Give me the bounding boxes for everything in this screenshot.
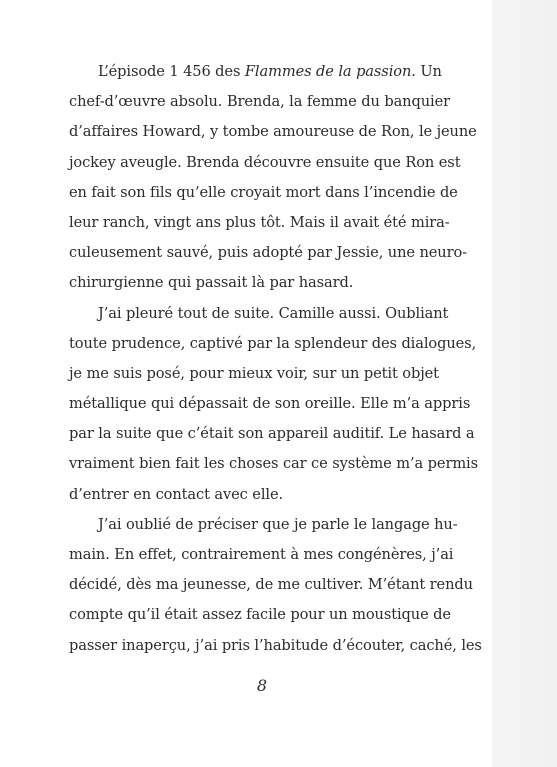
text-line — [69, 208, 450, 238]
text-line — [69, 510, 458, 540]
text-run: vraiment bien fait les choses car ce système m’a permis — [69, 455, 479, 473]
text-run: passer inaperçu, j’ai pris l’habitude d’écouter, caché, les — [69, 636, 482, 654]
text-run: J’ai pleuré tout de suite. Camille aussi. Oubliant — [98, 304, 449, 322]
text-line — [69, 57, 442, 87]
text-run: je me suis posé, pour mieux voir, sur un petit objet — [69, 364, 439, 382]
text-line — [69, 117, 477, 147]
text-run: main. En effet, contrairement à mes congénères, j’ai — [69, 546, 454, 563]
paragraph — [69, 510, 482, 661]
text-run: compte qu’il était assez facile pour un moustique de — [69, 606, 451, 624]
text-run: L’épisode 1 456 des — [98, 63, 245, 80]
text-line — [69, 87, 450, 117]
text-run: . Un — [411, 63, 442, 80]
text-run: par la suite que c’était son appareil auditif. Le hasard a — [69, 425, 475, 443]
text-run: d’affaires Howard, y tombe amoureuse de Ron, le jeune — [69, 123, 477, 141]
text-line — [69, 540, 454, 570]
text-line — [69, 419, 475, 449]
paragraph — [69, 57, 477, 299]
text-run: en fait son fils qu’elle croyait mort dans l’incendie de — [69, 183, 458, 201]
text-run: décidé, dès ma jeunesse, de me cultiver. M’étant rendu — [69, 576, 473, 594]
text-line — [69, 600, 451, 630]
body-text — [69, 57, 482, 661]
text-line — [69, 389, 471, 419]
text-line — [69, 570, 473, 600]
italic-title: Flammes de la passion — [244, 63, 412, 80]
text-line — [69, 268, 432, 298]
text-line — [69, 359, 439, 389]
page-number: 8 — [256, 676, 268, 695]
text-run: culeusement sauvé, puis adopté par Jessie, une neuro- — [69, 244, 467, 262]
text-run: jockey aveugle. Brenda découvre ensuite que Ron est — [69, 153, 461, 171]
text-line — [69, 238, 467, 268]
text-run: chef-d’œuvre absolu. Brenda, la femme du banquier — [69, 93, 450, 111]
text-run: d’entrer en contact avec elle. — [69, 485, 284, 503]
text-line — [69, 449, 479, 479]
text-line — [69, 148, 461, 178]
text-run: chirurgienne qui passait là par hasard. — [69, 274, 354, 292]
text-line — [69, 631, 482, 661]
page-margin-shadow — [492, 0, 557, 767]
text-run: J’ai oublié de préciser que je parle le langage hu- — [98, 515, 458, 533]
text-line — [69, 299, 449, 329]
text-line — [69, 329, 477, 359]
paragraph — [69, 299, 479, 510]
text-run: métallique qui dépassait de son oreille. Elle m’a appris — [69, 395, 471, 413]
text-run: toute prudence, captivé par la splendeur des dialogues, — [69, 334, 477, 352]
text-line — [69, 178, 458, 208]
text-run: leur ranch, vingt ans plus tôt. Mais il avait été mira- — [69, 213, 450, 231]
text-line — [69, 480, 432, 510]
